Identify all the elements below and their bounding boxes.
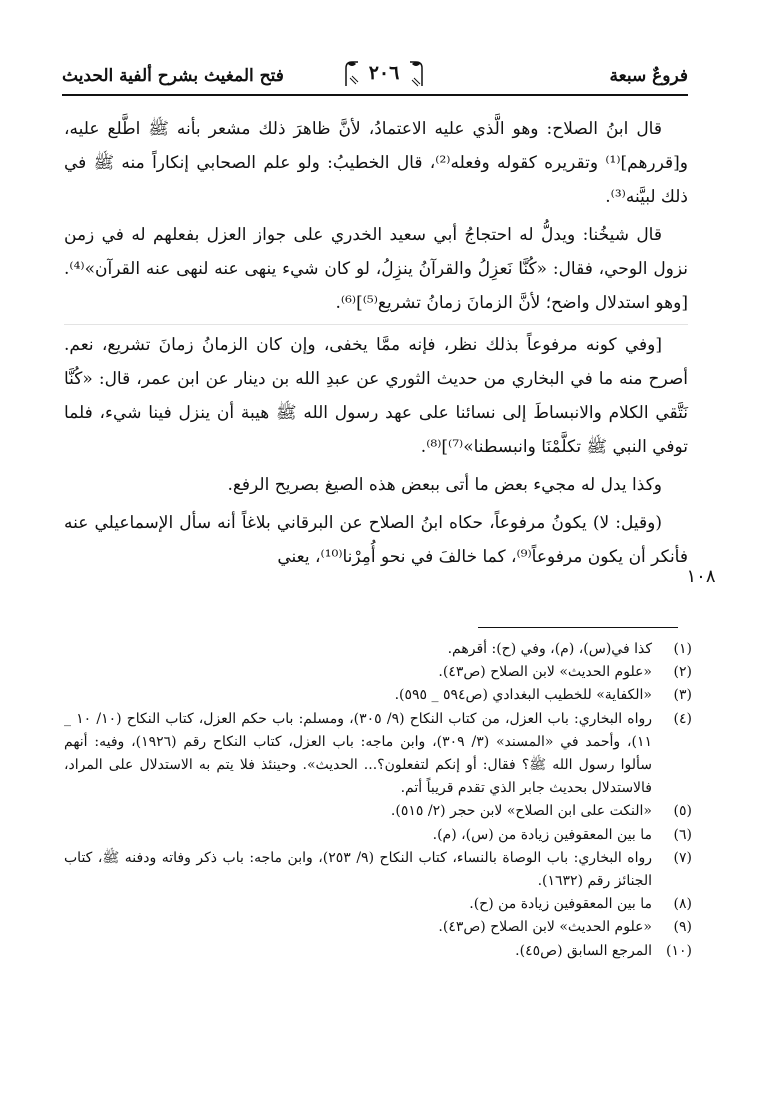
footnote <box>64 824 692 847</box>
footnote <box>64 940 692 963</box>
footnotes <box>64 638 692 963</box>
footnote-number: (٥) <box>673 803 692 820</box>
margin-number: ١٠٨ <box>686 566 716 587</box>
footnote-text: رواه البخاري: باب الوصاة بالنساء، كتاب النكاح (٩/ ٢٥٣)، وابن ماجه: باب ذكر وفاته ودفنه ﷺ، كتاب الجنائز رقم (١٦٣٢). <box>64 849 653 890</box>
footnote-text: «علوم الحديث» لابن الصلاح (ص٤٣). <box>438 919 652 936</box>
footnote-number: (٣) <box>673 687 692 704</box>
footnote <box>64 916 692 939</box>
chapter-title: فروعٌ سبعة <box>609 66 688 86</box>
footnote <box>64 684 692 707</box>
footnote-text: ما بين المعقوفين زيادة من (س)، (م). <box>432 826 652 843</box>
paragraph: قال ابنُ الصلاح: وهو الَّذي عليه الاعتمادُ، لأنَّ ظاهرَ ذلك مشعر بأنه ﷺ اطَّلع عليه، و[قررهم]⁽¹⁾ وتقريره كقوله وفعله⁽²⁾، قال الخطيبُ: ولو علم الصحابي إنكاراً منه ﷺ في ذلك لبيَّنه⁽³⁾. <box>64 119 688 207</box>
footnote <box>64 847 692 893</box>
footnote-number: (١٠) <box>666 942 692 959</box>
footnote-text: ما بين المعقوفين زيادة من (ح). <box>469 896 652 913</box>
footnote-number: (٨) <box>673 896 692 913</box>
footnote-number: (٩) <box>673 919 692 936</box>
paragraph: وكذا يدل له مجيء بعض ما أتى ببعض هذه الصيغ بصريح الرفع. <box>227 475 662 495</box>
page-number-box <box>344 58 424 88</box>
footnote-text: كذا في(س)، (م)، وفي (ح): أقرهم. <box>447 641 652 657</box>
book-title: فتح المغيث بشرح ألفية الحديث <box>62 66 284 86</box>
footnote-number: (٢) <box>673 664 692 681</box>
main-text <box>64 112 688 578</box>
paragraph: قال شيخُنا: ويدلُّ له احتجاجُ أبي سعيد الخدري على جواز العزل بفعلهم له في زمن نزول الوحي، فقال: «كُنَّا نَعزِلُ والقرآنُ ينزِلُ، لو كان شيء ينهى عنه لنهى عنه القرآن»⁽⁴⁾. [وهو استدلال واضح؛ لأنَّ الزمانَ زمانُ تشريع⁽⁵⁾]⁽⁶⁾. <box>64 225 688 313</box>
footnote-number: (٤) <box>673 710 692 727</box>
footnote-text: «الكفاية» للخطيب البغدادي (ص٥٩٤ _ ٥٩٥). <box>394 687 652 704</box>
footnote-text: «علوم الحديث» لابن الصلاح (ص٤٣). <box>438 664 652 681</box>
footnote <box>64 893 692 916</box>
footnote-number: (٧) <box>673 849 692 866</box>
paragraph: (وقيل: لا) يكونُ مرفوعاً، حكاه ابنُ الصلاح عن البرقاني بلاغاً أنه سأل الإسماعيلي عنه فأنكر أن يكون مرفوعاً⁽⁹⁾، كما خالفَ في نحو أُمِرْنا⁽¹⁰⁾، يعني <box>64 513 688 567</box>
footnote <box>64 708 692 801</box>
footnote-number: (١) <box>673 641 692 657</box>
header-rule <box>62 94 688 96</box>
page-number: ٢٠٦ <box>368 62 400 84</box>
footnote <box>64 661 692 684</box>
footnote-number: (٦) <box>673 826 692 843</box>
footnote-divider <box>478 627 678 628</box>
footnote-text: المرجع السابق (ص٤٥). <box>515 942 652 959</box>
footnote <box>64 800 692 823</box>
paragraph: [وفي كونه مرفوعاً بذلك نظر، فإنه ممَّا يخفى، وإن كان الزمانُ زمانَ تشريع، نعم. أصرح منه ما في البخاري من حديث الثوري عن عبدِ الله بن دينار عن ابن عمر، قال: «كُنَّا نَتَّقي الكلام والانبساطَ إلى نسائنا على عهد رسول الله ﷺ هيبة أن ينزل فينا شيء، فلما توفي النبي ﷺ تكلَّمْنَا وانبسطنا»⁽⁷⁾]⁽⁸⁾. <box>64 324 688 464</box>
running-header <box>62 56 688 100</box>
footnote-text: رواه البخاري: باب العزل، من كتاب النكاح (٩/ ٣٠٥)، ومسلم: باب حكم العزل، كتاب النكاح (١٠/ ١٠ _ ١١)، وأحمد في «المسند» (٣/ ٣٠٩)، وابن ماجه: باب العزل، كتاب النكاح رقم (١٩٢٦)، وفيه: أنهم سألوا رسول الله ﷺ؟ فقال: أو إنكم لتفعلون؟... الحديث». وحينئذ فلا يتم به الاستدلال على المراد، فالاستدلال بحديث جابر الذي تقدم قريباً أتم. <box>64 710 653 797</box>
footnote <box>64 638 692 661</box>
footnote-text: «النكت على ابن الصلاح» لابن حجر (٢/ ٥١٥). <box>390 803 652 820</box>
